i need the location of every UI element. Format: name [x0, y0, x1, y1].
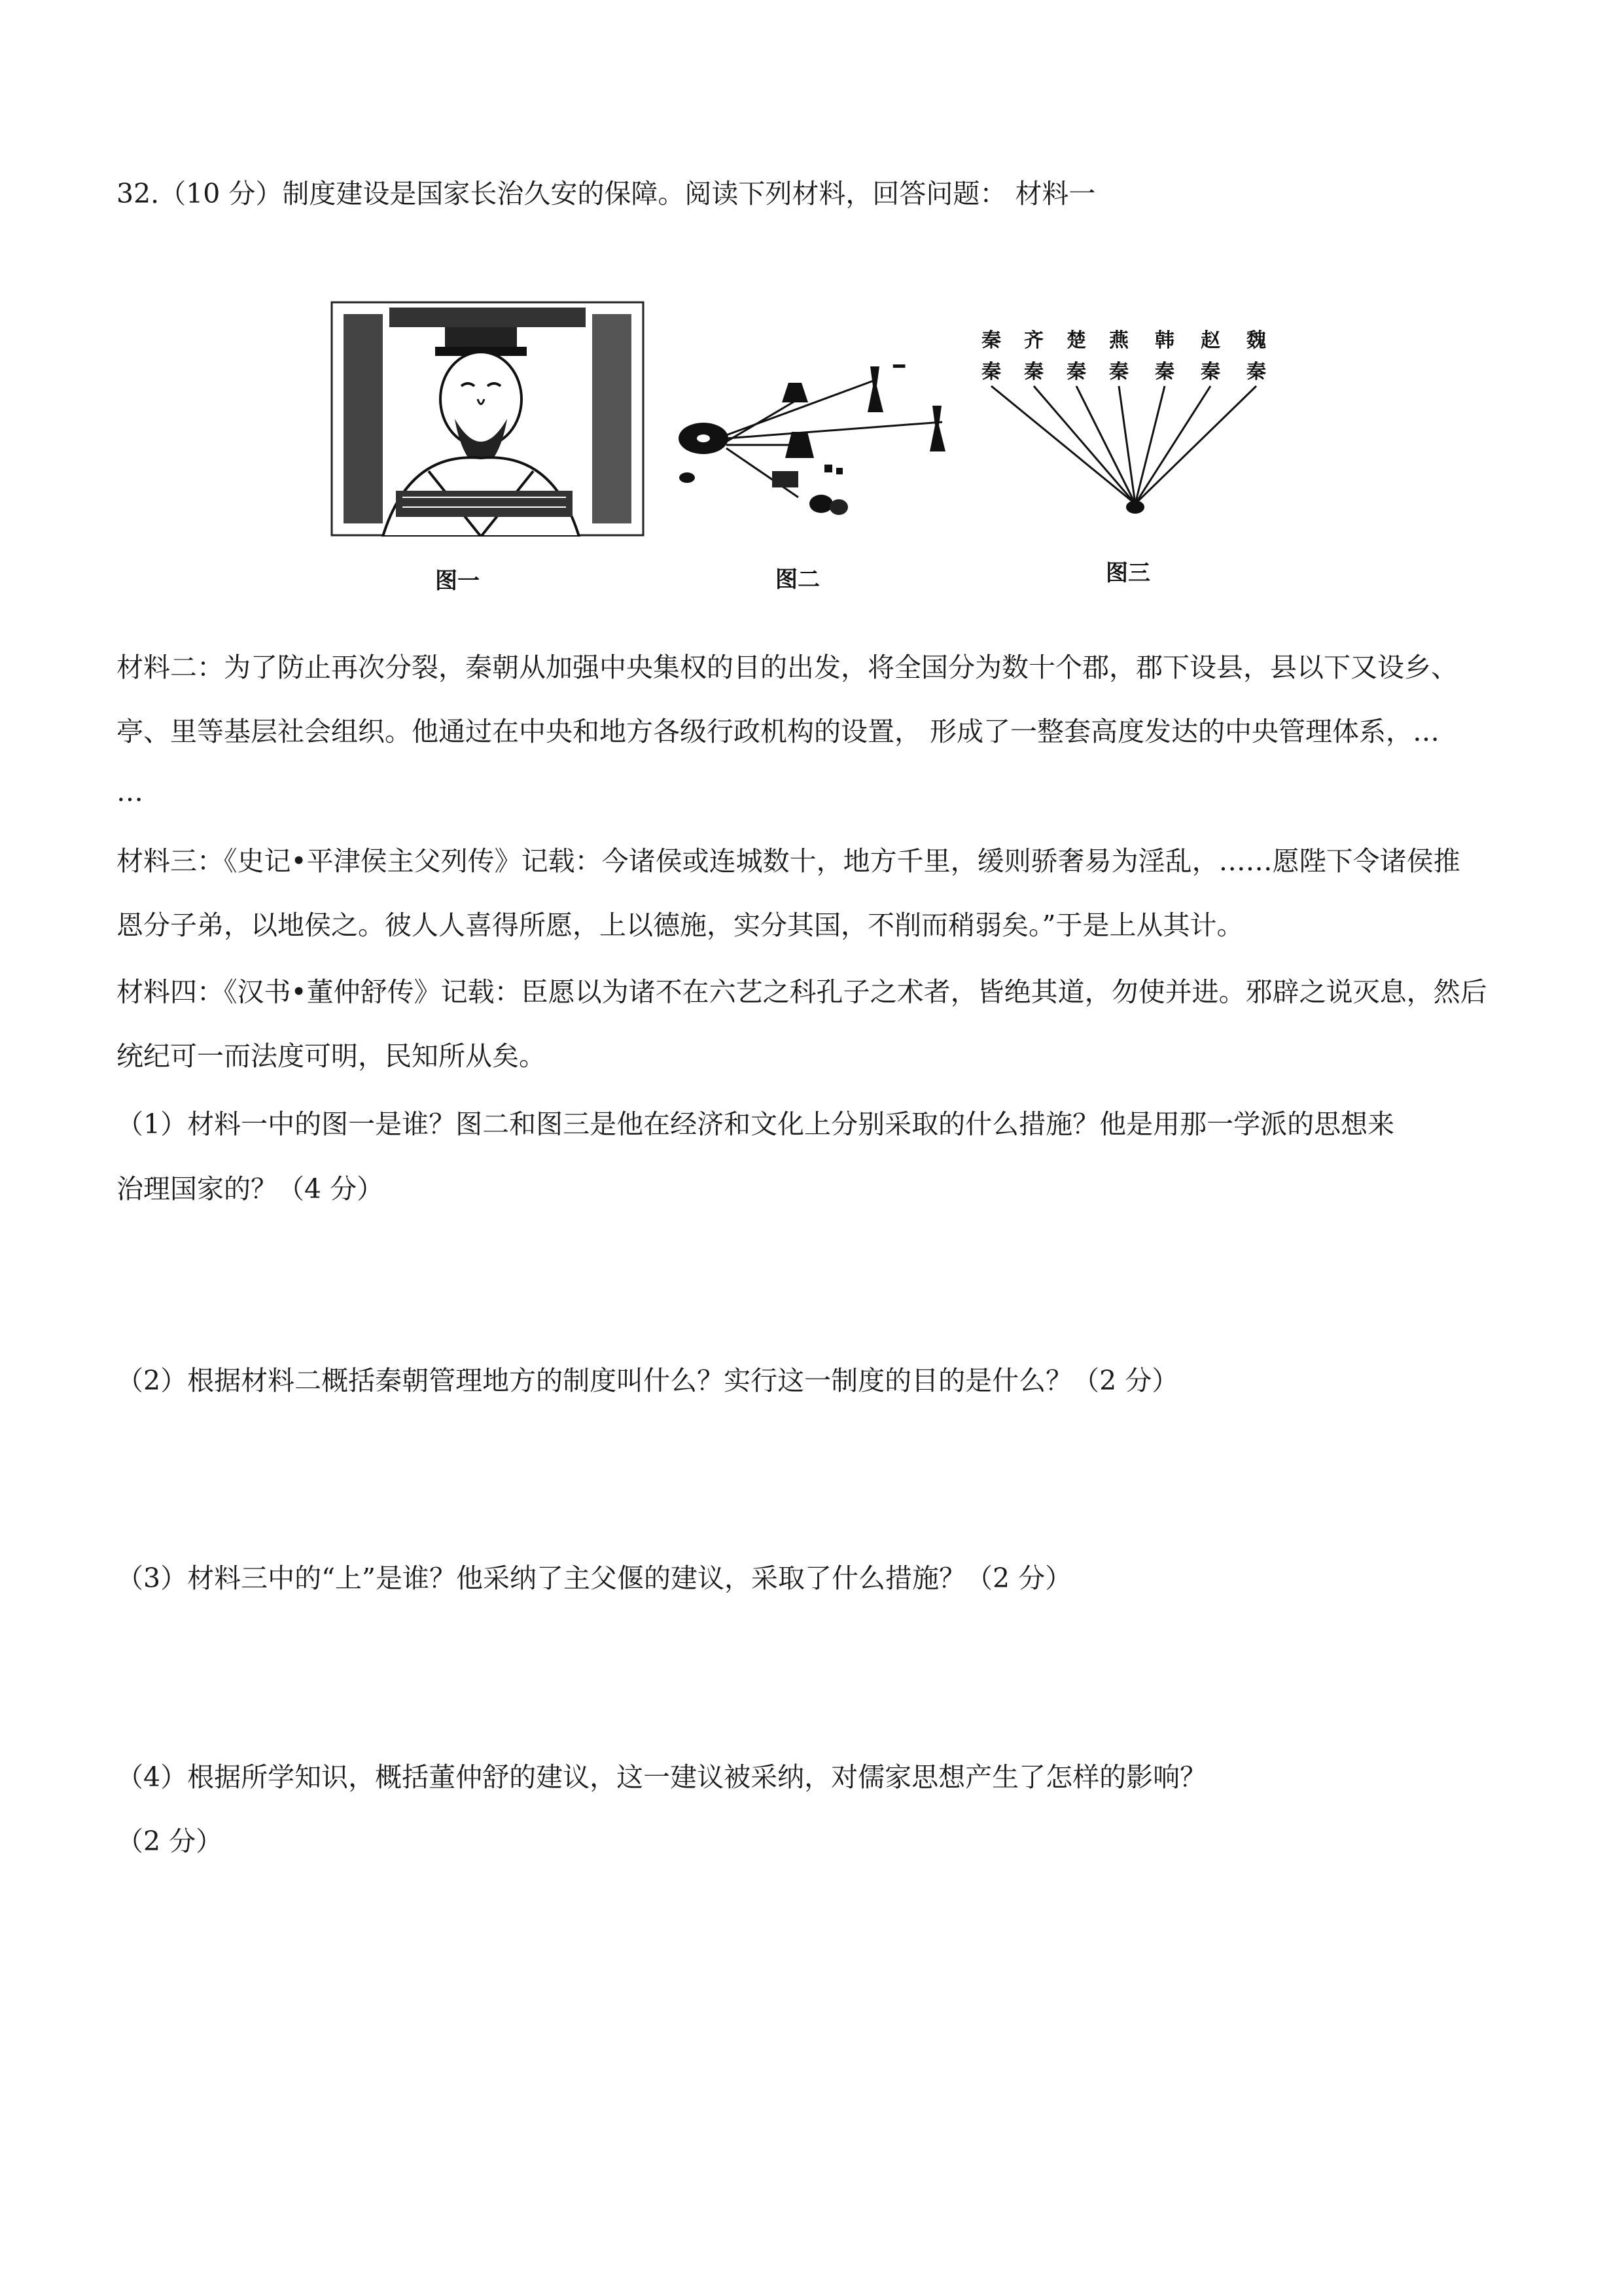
script-bottom-char: 秦 — [1024, 361, 1044, 383]
figure-2-caption: 图二 — [775, 567, 820, 593]
figure-1-caption: 图一 — [435, 568, 480, 594]
figure-3-caption: 图三 — [1106, 560, 1150, 586]
script-bottom-char: 秦 — [1067, 361, 1086, 383]
script-bottom-char: 秦 — [981, 361, 1001, 383]
material-4-line-2: 统纪可一而法度可明，民知所从矣。 — [116, 1040, 546, 1072]
figure-1-emperor-portrait — [330, 301, 644, 539]
subquestion-2: （2）根据材料二概括秦朝管理地方的制度叫什么？实行这一制度的目的是什么？（2 分） — [116, 1365, 1179, 1396]
emperor-portrait-image — [330, 301, 644, 537]
script-bottom-char: 秦 — [1246, 361, 1266, 383]
script-top-char: 秦 — [981, 329, 1001, 352]
script-top-char: 齐 — [1024, 329, 1044, 352]
svg-text:━: ━ — [893, 355, 906, 378]
script-diagram-image — [962, 314, 1289, 523]
subquestion-3: （3）材料三中的“上”是谁？他采纳了主父偃的建议，采取了什么措施？（2 分） — [116, 1563, 1072, 1594]
script-bottom-char: 秦 — [1155, 361, 1174, 383]
question-header: 32.（10 分）制度建设是国家长治久安的保障。阅读下列材料，回答问题： 材料一 — [116, 178, 1096, 209]
unification-diagram-image — [667, 308, 955, 530]
material-2-line-1: 材料二：为了防止再次分裂，秦朝从加强中央集权的目的出发，将全国分为数十个郡，郡下设县，县以下又设乡、 — [116, 652, 1458, 683]
subquestion-4-line-1: （4）根据所学知识，概括董仲舒的建议，这一建议被采纳，对儒家思想产生了怎样的影响？ — [116, 1761, 1207, 1793]
script-top-char: 魏 — [1246, 329, 1266, 352]
material-4-line-1: 材料四：《汉书•董仲舒传》记载：臣愿以为诸不在六艺之科孔子之术者，皆绝其道，勿使并进。邪辟之说灭息，然后 — [116, 976, 1487, 1008]
subquestion-4-line-2: （2 分） — [116, 1826, 223, 1857]
figure-3-script-diagram — [962, 314, 1289, 526]
script-top-char: 赵 — [1201, 329, 1220, 352]
script-bottom-char: 秦 — [1201, 361, 1220, 383]
material-2-line-2: 亭、里等基层社会组织。他通过在中央和地方各级行政机构的设置， 形成了一整套高度发达的中央管理体系，… — [116, 716, 1440, 747]
material-2-line-3: … — [116, 776, 143, 807]
subquestion-1-line-1: （1）材料一中的图一是谁？图二和图三是他在经济和文化上分别采取的什么措施？他是用那一学派的思想来 — [116, 1108, 1395, 1140]
script-top-char: 韩 — [1155, 329, 1174, 352]
figure-2-unification-diagram — [667, 308, 955, 533]
script-top-char: 楚 — [1067, 329, 1086, 352]
material-3-line-1: 材料三：《史记•平津侯主父列传》记载：今诸侯或连城数十，地方千里，缓则骄奢易为淫乱，……愿陛下令诸侯推 — [116, 845, 1460, 877]
material-3-line-2: 恩分子弟，以地侯之。彼人人喜得所愿，上以德施，实分其国，不削而稍弱矣。”于是上从其计。 — [116, 910, 1244, 941]
subquestion-1-line-2: 治理国家的？（4 分） — [116, 1173, 384, 1205]
script-top-char: 燕 — [1109, 329, 1129, 352]
script-bottom-char: 秦 — [1109, 361, 1129, 383]
